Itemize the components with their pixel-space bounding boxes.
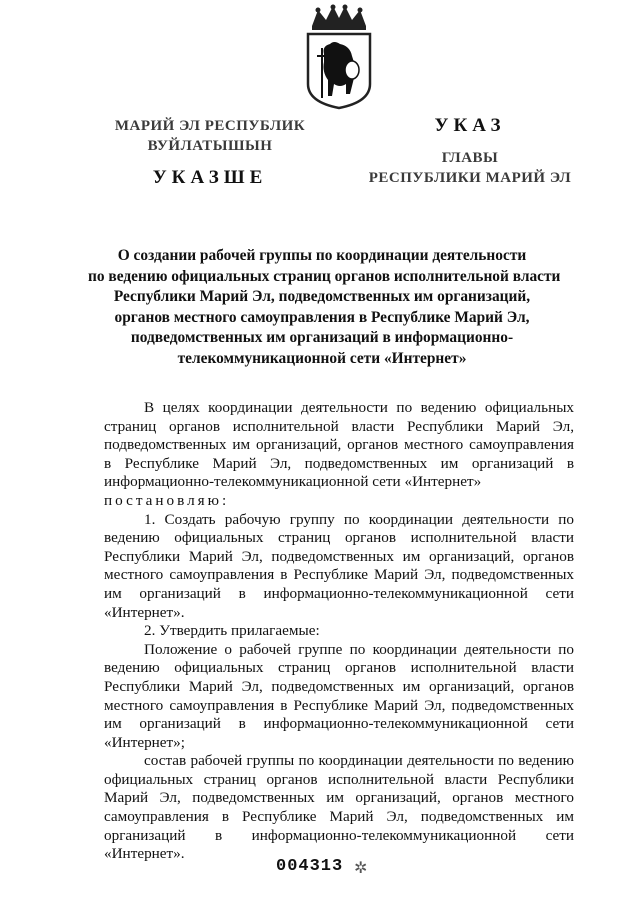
document-title — [88, 246, 561, 369]
star-stamp-icon: ✲ — [354, 860, 368, 877]
item-2b-paragraph: состав рабочей группы по координации деятельности по ведению официальных страниц органов исполнительной власти Республики Марий Эл, подведомственных им организаций, органов местного самоуправления в Республике Марий Эл, подведомственных им организаций в информационно-телекоммуникационной сети «Интернет». — [104, 752, 574, 863]
right-title: УКАЗ — [434, 115, 506, 136]
serial-number: 004313 — [276, 857, 344, 876]
title-line-4: органов местного самоуправления в Республике Марий Эл, — [114, 308, 530, 326]
title-line-3: Республики Марий Эл, подведомственных им организаций, — [113, 288, 531, 305]
title-line-1: О создании рабочей группы по координации деятельности — [117, 247, 527, 264]
item-2a-paragraph: Положение о рабочей группе по координации деятельности по ведению официальных страниц органов исполнительной власти Республики Марий Эл, подведомственных им организаций, органов местного самоуправления в Республике Марий Эл, подведомственных им организаций в информационно-телекоммуникационной сети «Интернет»; — [104, 640, 574, 751]
decree-word: постановляю: — [104, 491, 230, 509]
left-title-block — [80, 166, 340, 190]
left-heading-line-2: ВУЙЛАТЫШЫН — [147, 138, 273, 154]
right-heading-line-1: ГЛАВЫ — [441, 150, 499, 166]
document-body — [104, 399, 574, 864]
right-heading-line-2: РЕСПУБЛИКИ МАРИЙ ЭЛ — [368, 170, 572, 186]
title-line-6: телекоммуникационной сети «Интернет» — [177, 349, 467, 367]
left-title: УКАЗШЕ — [152, 167, 268, 188]
intro-paragraph: В целях координации деятельности по ведению официальных страниц органов исполнительной власти Республики Марий Эл, подведомственных им организаций, органов местного самоуправления в Республике Марий Эл, подведомственных им организаций в информационно-телекоммуникационной сети «Интернет» — [104, 399, 574, 491]
left-heading-line-1: МАРИЙ ЭЛ РЕСПУБЛИК — [114, 118, 306, 134]
title-line-2: по ведению официальных страниц органов исполнительной власти — [88, 267, 561, 285]
right-title-block — [340, 114, 600, 138]
coat-of-arms-icon — [300, 4, 378, 110]
title-line-5: подведомственных им организаций в информационно- — [130, 329, 514, 346]
left-heading — [80, 116, 340, 156]
item-2-paragraph: 2. Утвердить прилагаемые: — [144, 622, 320, 640]
right-heading — [340, 148, 600, 188]
item-1-paragraph: 1. Создать рабочую группу по координации деятельности по ведению официальных страниц органов исполнительной власти Республики Марий Эл, подведомственных им организаций, органов местного самоуправления в Республике Марий Эл, подведомственных им организаций в информационно-телекоммуникационной сети «Интернет». — [104, 510, 574, 621]
